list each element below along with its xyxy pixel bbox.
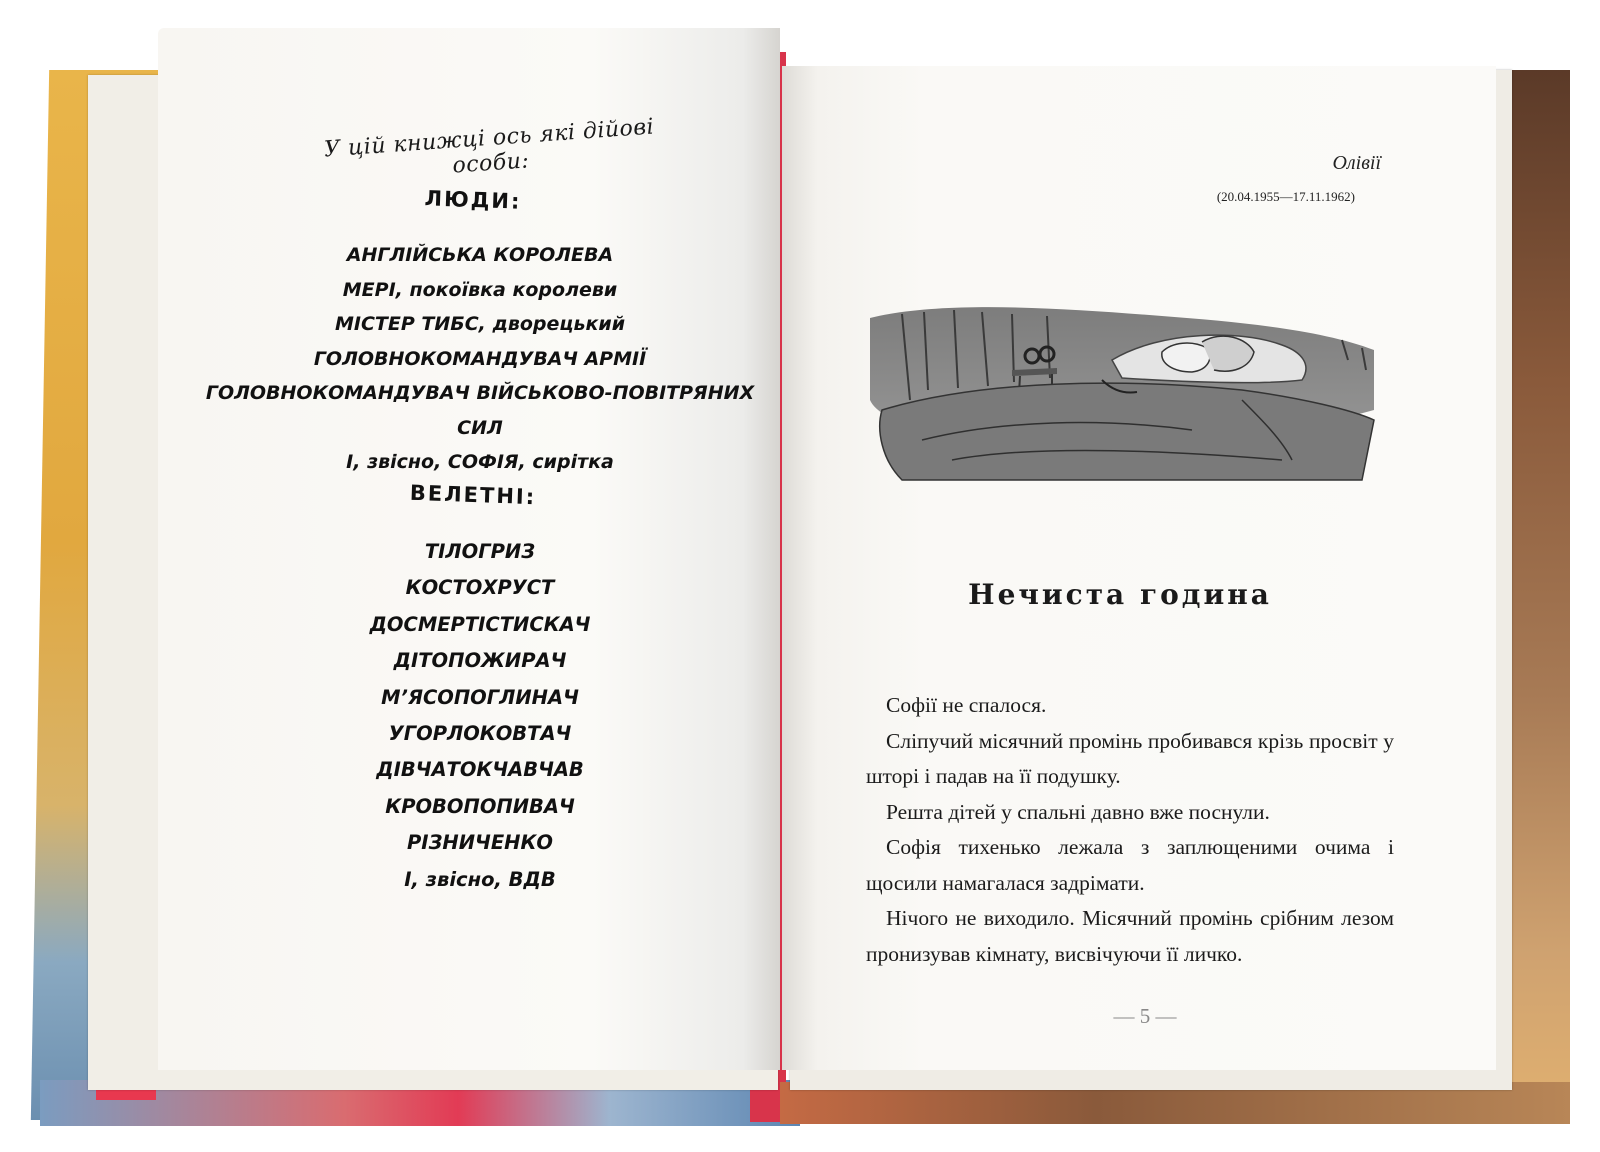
list-item: ДОСМЕРТІСТИСКАЧ [369,612,591,636]
list-item: І, звісно, СОФІЯ, сирітка [346,451,614,473]
giants-heading: ВЕЛЕТНІ: [409,480,537,510]
list-item: ТІЛОГРИЗ [424,540,536,563]
list-item: КРОВОПОПИВАЧ [385,794,575,818]
people-list [200,238,760,480]
list-item: РІЗНИЧЕНКО [407,831,553,855]
paragraph: Софії не спалося. [886,693,1047,717]
sleeping-girl-illustration [862,290,1380,485]
paragraph: Софія тихенько лежала з заплющеними очима і щосили намагалася задрімати. [866,835,1394,895]
list-item: АНГЛІЙСЬКА КОРОЛЕВА [346,244,614,266]
chapter-title: Нечиста година [968,578,1272,611]
list-item: МЕРІ, покоївка королеви [342,278,618,301]
paragraph: Сліпучий місячний промінь пробивався крізь просвіт у шторі і падав на її подушку. [866,728,1394,788]
list-item: ГОЛОВНОКОМАНДУВАЧ ВІЙСЬКОВО-ПОВІТРЯНИХ СИЛ [205,382,755,439]
list-item: УГОРЛОКОВТАЧ [388,722,572,746]
list-item: МІСТЕР ТИБС, дворецький [334,313,626,335]
list-item: ДІТОПОЖИРАЧ [393,649,567,673]
list-item: ГОЛОВНОКОМАНДУВАЧ АРМІЇ [313,347,647,370]
list-item: КОСТОХРУСТ [405,576,555,600]
giants-list [200,534,760,898]
paragraph: Нічого не виходило. Місячний промінь срібним лезом пронизував кімнату, висвічуючи її личко. [866,906,1394,966]
characters-intro: У цій книжці ось які дійові особи: [323,114,655,179]
people-heading: ЛЮДИ: [424,186,522,214]
dedication: Олівії [1332,152,1381,174]
chapter-body [866,688,1394,972]
page-number: — 5 — [1113,1004,1177,1028]
list-item: М’ЯСОПОГЛИНАЧ [381,685,579,709]
list-item: ДІВЧАТОКЧАВЧАВ [376,758,584,782]
list-item: І, звісно, ВДВ [404,867,556,891]
paragraph: Решта дітей у спальні давно вже поснули. [886,799,1270,824]
dedication-dates: (20.04.1955—17.11.1962) [1216,189,1355,204]
